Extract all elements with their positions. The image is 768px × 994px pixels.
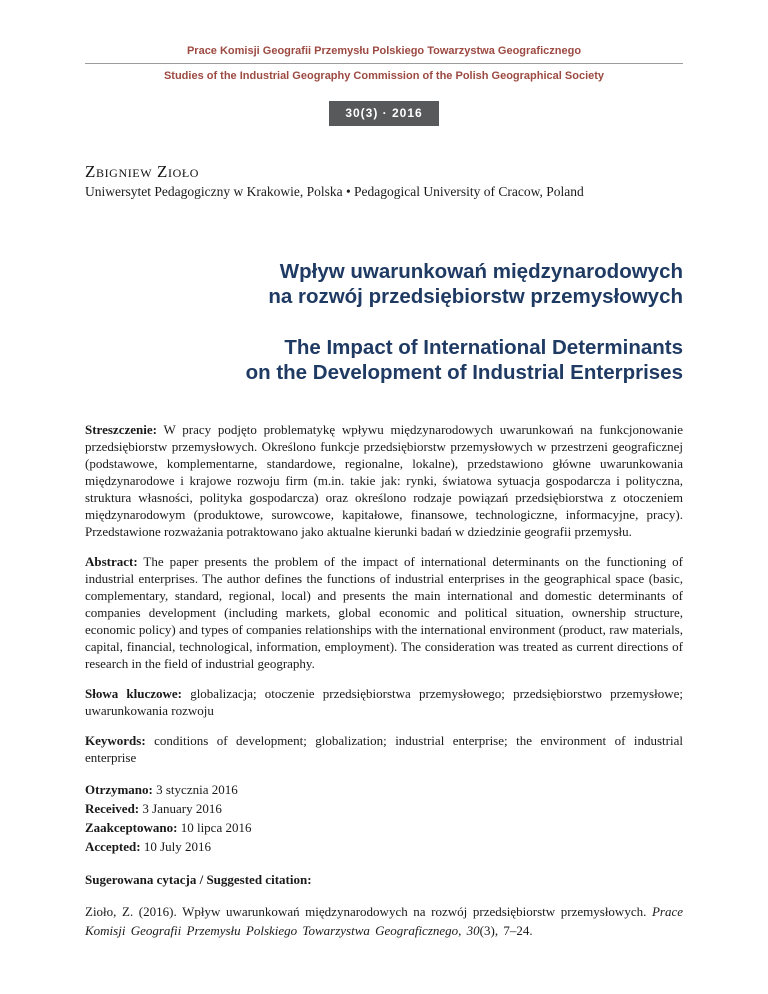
keywords-en-label: Keywords: [85, 733, 146, 748]
article-title-en [85, 335, 683, 385]
date-received-pl-value: 3 stycznia 2016 [152, 782, 238, 797]
title-en-line2: on the Development of Industrial Enterprises [245, 361, 683, 384]
citation-text [85, 902, 683, 940]
author-affiliation: Uniwersytet Pedagogiczny w Krakowie, Polska • Pedagogical University of Cracow, Poland [85, 184, 584, 199]
date-received-pl [85, 780, 683, 799]
date-accepted-en-label: Accepted: [85, 839, 141, 854]
date-received-pl-label: Otrzymano: [85, 782, 153, 797]
abstract-en-text: The paper presents the problem of the impact of international determinants on the functioning of industrial enterprises. The author defines the functions of industrial enterprises in the geographical space (basic, complementary, standard, regional, local) and presents the main international and domestic determinants of companies development (including markets, global economic and political situation, ownership structure, economic policy) and types of companies relationships with the international environment (product, raw materials, capital, financial, technological, information, employment). The consideration was treated as current directions of research in the field of industrial geography. [85, 554, 683, 671]
keywords-en-text: conditions of development; globalization; industrial enterprise; the environment of industrial enterprise [85, 733, 683, 765]
abstract-pl-label: Streszczenie: [85, 422, 157, 437]
keywords-pl [85, 685, 683, 719]
journal-title-pl: Prace Komisji Geografii Przemysłu Polskiego Towarzystwa Geograficznego [186, 45, 582, 57]
article-title-pl [85, 259, 683, 309]
date-accepted-pl [85, 818, 683, 837]
citation-italic-part: Prace Komisji Geografii Przemysłu Polskiego Towarzystwa Geograficznego, 30 [85, 904, 683, 938]
journal-title-en: Studies of the Industrial Geography Commission of the Polish Geographical Society [163, 70, 605, 82]
issue-badge-row [85, 101, 683, 126]
abstract-pl-text: W pracy podjęto problematykę wpływu międzynarodowych uwarunkowań na funkcjonowanie przedsiębiorstw przemysłowych. Określono funkcje przedsiębiorstw przemysłowych w przestrzeni geograficznej (podstawowe, komplementarne, standardowe, regionalne, lokalne), przedstawiono główne uwarunkowania międzynarodowe i krajowe rozwoju firm (m.in. takie jak: rynki, światowa sytuacja gospodarcza i polityczna, struktura własności, polityka gospodarcza) oraz określono rodzaje powiązań przedsiębiorstwa z otoczeniem międzynarodowym (produktowe, surowcowe, kapitałowe, finansowe, technologiczne, informacyjne, pracy). Przedstawione rozważania potraktowano jako aktualne kierunki badań w dziedzinie geografii przemysłu. [85, 422, 683, 539]
date-accepted-en [85, 837, 683, 856]
date-received-en [85, 799, 683, 818]
citation-heading: Sugerowana cytacja / Suggested citation: [85, 872, 312, 887]
abstract-en [85, 553, 683, 672]
citation-normal-part2: (3), 7–24. [479, 923, 533, 938]
keywords-en [85, 732, 683, 766]
date-received-en-label: Received: [85, 801, 140, 816]
date-accepted-pl-label: Zaakceptowano: [85, 820, 178, 835]
journal-header [85, 44, 683, 126]
title-en-line1: The Impact of International Determinants [284, 336, 683, 359]
date-received-en-value: 3 January 2016 [139, 801, 222, 816]
keywords-pl-text: globalizacja; otoczenie przedsiębiorstwa przemysłowego; przedsiębiorstwo przemysłowe; uwarunkowania rozwoju [85, 686, 683, 718]
title-pl-line1: Wpływ uwarunkowań międzynarodowych [279, 260, 683, 283]
article-titles [85, 259, 683, 385]
abstract-pl [85, 421, 683, 540]
header-divider [85, 63, 683, 64]
title-pl-line2: na rozwój przedsiębiorstw przemysłowych [268, 285, 683, 308]
author-name: Zbigniew Zioło [85, 162, 200, 181]
issue-badge: 30(3) · 2016 [329, 101, 438, 126]
keywords-pl-label: Słowa kluczowe: [85, 686, 183, 701]
abstract-en-label: Abstract: [85, 554, 138, 569]
dates-block [85, 780, 683, 856]
date-accepted-pl-value: 10 lipca 2016 [177, 820, 252, 835]
citation-normal-part1: Zioło, Z. (2016). Wpływ uwarunkowań międzynarodowych na rozwój przedsiębiorstw przemysłowych. [85, 904, 652, 919]
date-accepted-en-value: 10 July 2016 [140, 839, 212, 854]
author-block [85, 162, 683, 201]
